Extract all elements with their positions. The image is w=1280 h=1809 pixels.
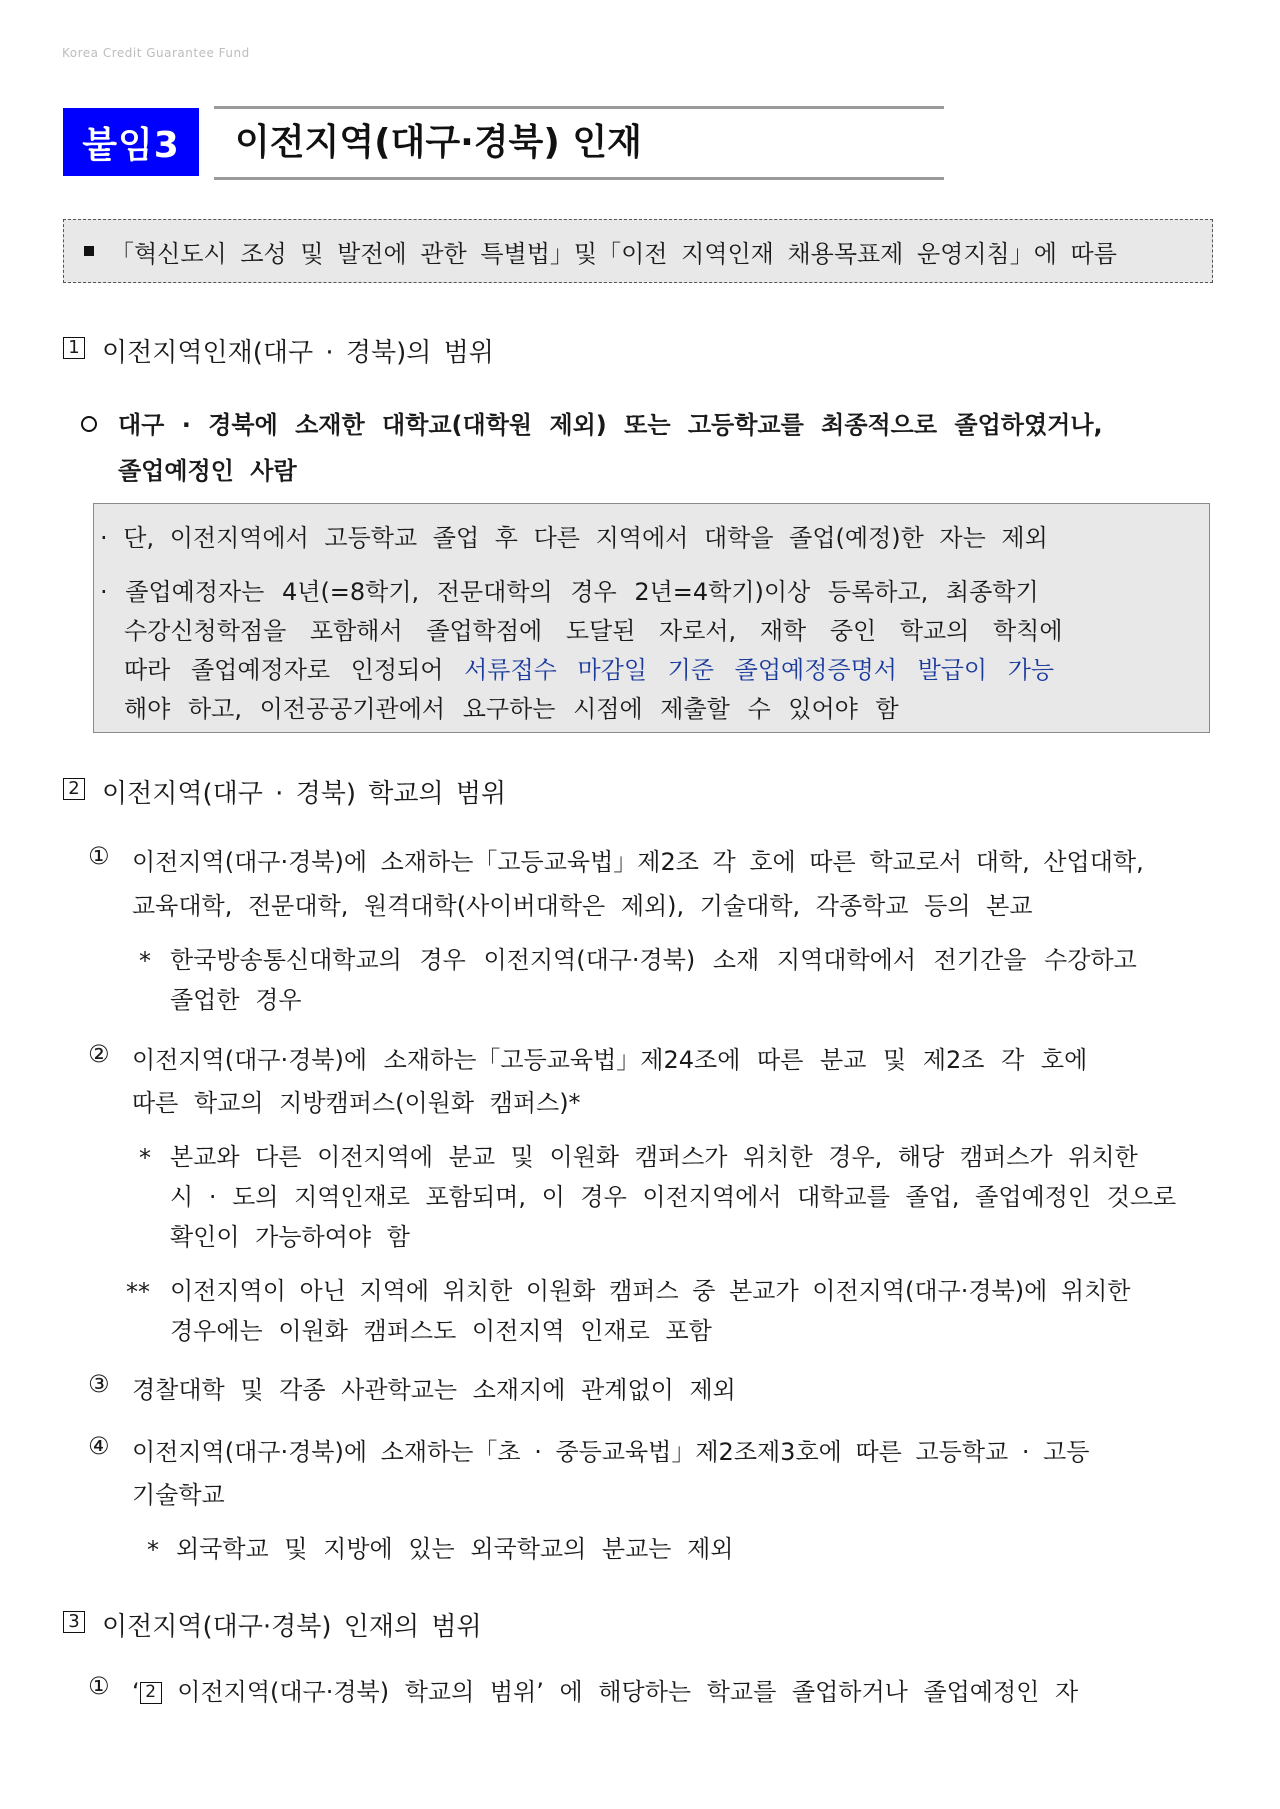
item-text: 이전지역(대구·경북) 학교의 범위’ 에 해당하는 학교를 졸업하거나 졸업예정인 자: [161, 1678, 1079, 1706]
notice-text: 「혁신도시 조성 및 발전에 관한 특별법」및「이전 지역인재 채용목표제 운영지침」에 따름: [110, 240, 1117, 268]
item-text-line: 교육대학, 전문대학, 원격대학(사이버대학은 제외), 기술대학, 각종학교 등의 본교: [132, 892, 1033, 920]
item-number: ①: [88, 842, 110, 870]
footnote-line: 이전지역이 아닌 지역에 위치한 이원화 캠퍼스 중 본교가 이전지역(대구·경북)에 위치한: [170, 1277, 1131, 1305]
note-line: 해야 하고, 이전공공기관에서 요구하는 시점에 제출할 수 있어야 함: [124, 695, 899, 723]
note-mark: *: [147, 1536, 159, 1564]
note-line: 수강신청학점을 포함해서 졸업학점에 도달된 자로서, 재학 중인 학교의 학칙에: [124, 617, 1063, 645]
note-mark: **: [126, 1278, 150, 1306]
square-bullet-icon: [84, 246, 94, 256]
highlight-text: 서류접수 마감일 기준 졸업예정증명서 발급이 가능: [464, 656, 1055, 684]
footnote-line: 한국방송통신대학교의 경우 이전지역(대구·경북) 소재 지역대학에서 전기간을 수강하고: [170, 946, 1137, 974]
footnote-line: 경우에는 이원화 캠퍼스도 이전지역 인재로 포함: [170, 1317, 712, 1345]
note-mark: *: [139, 1144, 151, 1172]
item-number: ②: [88, 1040, 110, 1068]
section-number: 1: [63, 337, 85, 359]
item-number: ③: [88, 1370, 110, 1398]
circle-bullet-icon: [81, 416, 97, 432]
footnote-line: 외국학교 및 지방에 있는 외국학교의 분교는 제외: [176, 1535, 734, 1563]
attachment-badge: 붙임3: [63, 108, 199, 176]
page-title: 이전지역(대구·경북) 인재: [235, 122, 642, 163]
footnote-line: 졸업한 경우: [170, 986, 302, 1014]
quote-mark: ‘: [132, 1678, 140, 1706]
footnote-line: 시 · 도의 지역인재로 포함되며, 이 경우 이전지역에서 대학교를 졸업, 졸업예정인 것으로: [170, 1183, 1177, 1211]
note-line: [124, 650, 1054, 685]
item-text-line: [132, 1672, 1078, 1707]
note-line: · 단, 이전지역에서 고등학교 졸업 후 다른 지역에서 대학을 졸업(예정)한 자는 제외: [100, 524, 1048, 552]
section-title: 이전지역(대구 · 경북) 학교의 범위: [102, 779, 507, 809]
section-title: 이전지역(대구·경북) 인재의 범위: [102, 1612, 482, 1642]
item-text-line: 이전지역(대구·경북)에 소재하는「고등교육법」제24조에 따른 분교 및 제2조 각 호에: [132, 1046, 1088, 1074]
main-text-line: 졸업예정인 사람: [118, 457, 297, 485]
section-title: 이전지역인재(대구 · 경북)의 범위: [102, 338, 494, 368]
item-number: ④: [88, 1432, 110, 1460]
item-text-line: 경찰대학 및 각종 사관학교는 소재지에 관계없이 제외: [132, 1376, 736, 1404]
note-line: · 졸업예정자는 4년(=8학기, 전문대학의 경우 2년=4학기)이상 등록하고, 최종학기: [100, 578, 1039, 606]
footnote-line: 본교와 다른 이전지역에 분교 및 이원화 캠퍼스가 위치한 경우, 해당 캠퍼스가 위치한: [170, 1143, 1138, 1171]
watermark: Korea Credit Guarantee Fund: [62, 46, 250, 60]
note-text: 따라 졸업예정자로 인정되어: [124, 656, 465, 684]
item-text-line: 이전지역(대구·경북)에 소재하는「초 · 중등교육법」제2조제3호에 따른 고등학교 · 고등: [132, 1438, 1090, 1466]
item-text-line: 따른 학교의 지방캠퍼스(이원화 캠퍼스)*: [132, 1089, 581, 1117]
item-number: ①: [88, 1672, 110, 1700]
footnote-line: 확인이 가능하여야 함: [170, 1223, 410, 1251]
section-number: 2: [63, 778, 85, 800]
note-mark: *: [139, 947, 151, 975]
main-text-line: 대구 · 경북에 소재한 대학교(대학원 제외) 또는 고등학교를 최종적으로 졸업하였거나,: [118, 411, 1103, 439]
section-reference-number: 2: [140, 1682, 162, 1704]
section-number: 3: [63, 1611, 85, 1633]
item-text-line: 기술학교: [132, 1481, 225, 1509]
item-text-line: 이전지역(대구·경북)에 소재하는「고등교육법」제2조 각 호에 따른 학교로서 대학, 산업대학,: [132, 848, 1144, 876]
